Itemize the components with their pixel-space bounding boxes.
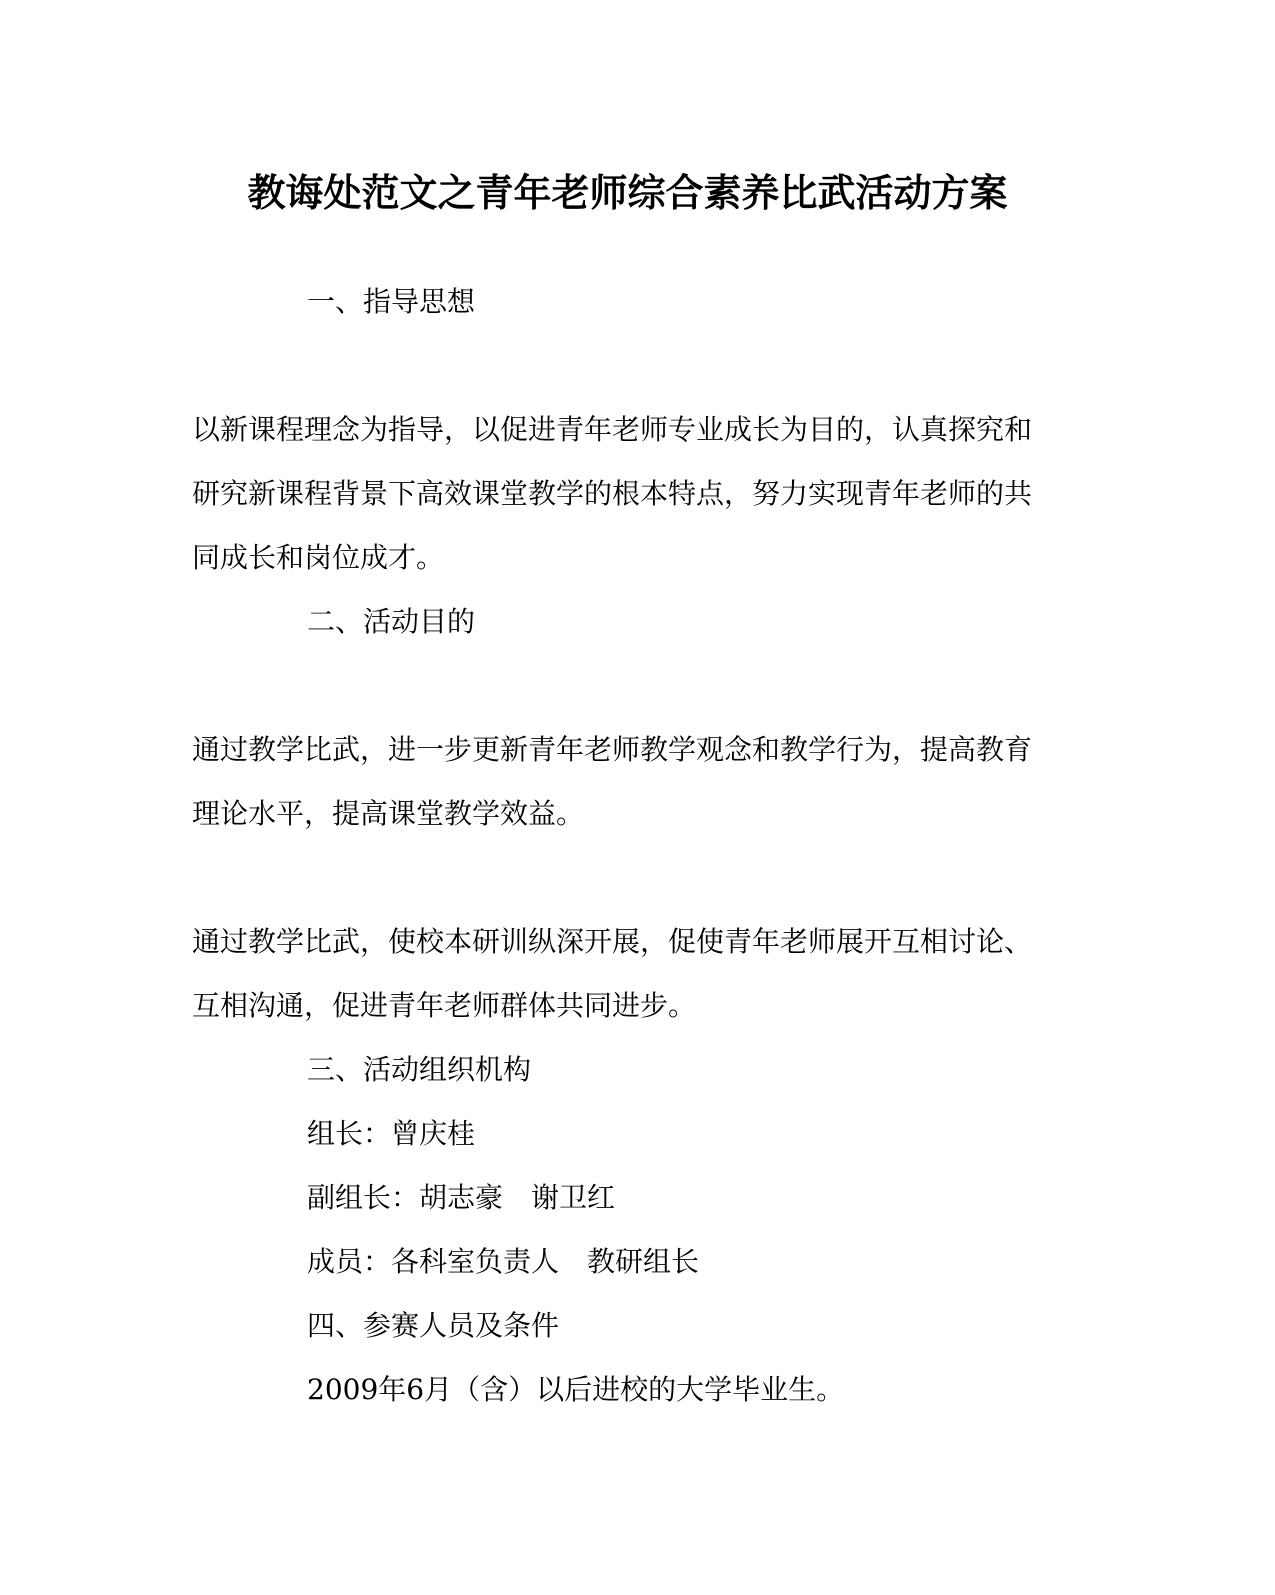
members-line: 成员：各科室负责人 教研组长 bbox=[307, 1245, 700, 1278]
heading-organization: 三、活动组织机构 bbox=[307, 1053, 532, 1086]
paragraph-line: 以新课程理念为指导，以促进青年老师专业成长为目的，认真探究和 bbox=[192, 413, 1033, 446]
deputy-leader-line: 副组长：胡志豪 谢卫红 bbox=[307, 1181, 616, 1214]
paragraph-line: 通过教学比武，进一步更新青年老师教学观念和教学行为，提高教育 bbox=[192, 733, 1033, 766]
heading-activity-purpose: 二、活动目的 bbox=[307, 605, 476, 638]
group-leader-line: 组长：曾庆桂 bbox=[307, 1117, 476, 1150]
heading-guiding-ideology: 一、指导思想 bbox=[307, 285, 476, 318]
paragraph-line: 通过教学比武，使校本研训纵深开展，促使青年老师展开互相讨论、 bbox=[192, 925, 1033, 958]
paragraph-line: 同成长和岗位成才。 bbox=[192, 541, 445, 574]
paragraph-line: 研究新课程背景下高效课堂教学的根本特点，努力实现青年老师的共 bbox=[192, 477, 1033, 510]
participants-condition-line: 2009年6月（含）以后进校的大学毕业生。 bbox=[307, 1373, 845, 1406]
paragraph-line: 互相沟通，促进青年老师群体共同进步。 bbox=[192, 989, 697, 1022]
paragraph-line: 理论水平，提高课堂教学效益。 bbox=[192, 797, 585, 830]
document-title: 教诲处范文之青年老师综合素养比武活动方案 bbox=[247, 170, 1008, 215]
heading-participants: 四、参赛人员及条件 bbox=[307, 1309, 560, 1342]
